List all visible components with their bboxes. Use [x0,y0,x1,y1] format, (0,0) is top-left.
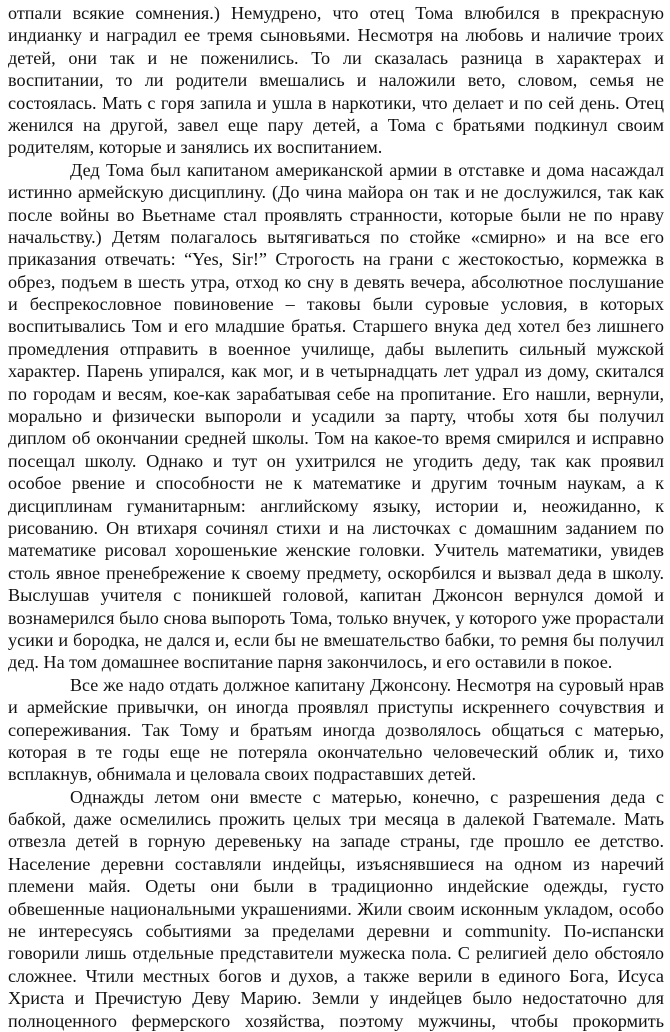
text-line: вознамерился было снова выпороть Тома, только внучек, у которого уже прорастали [8,607,664,628]
text-line: индианку и наградил ее тремя сыновьями. Несмотря на любовь и наличие троих [8,25,664,46]
text-line: особое рвение и способности не к математике и другим точным наукам, а к [8,473,664,494]
text-line: Христа и Пречистую Деву Марию. Земли у индейцев было недостаточно для [8,988,664,1009]
text-line: сопереживания. Так Тому и братьям иногда дозволялось общаться с матерью, [8,719,664,740]
text-line: Однажды летом они вместе с матерью, конечно, с разрешения деда с [70,786,664,807]
text-line: истинно армейскую дисциплину. (До чина майора он так и не дослужился, так как [8,182,664,203]
text-line: промедления отправить в военное училище, дабы вылепить сильный мужской [8,338,664,359]
text-line: которая в те годы еще не потеряла окончательно человеческий облик и, тихо [8,741,664,762]
document-text [8,2,664,1032]
text-line: дед. На том домашнее воспитание парня закончилось, и его оставили в покое. [8,652,613,673]
text-line: Дед Тома был капитаном американской армии в отставке и дома насаждал [70,159,664,180]
text-line: не интересуясь событиями за пределами деревни и community. По-испански [8,921,664,942]
text-line: столь явное пренебрежение к своему предмету, оскорбился и вызвал деда в школу. [8,562,664,583]
text-line: морально и физически выпороли и усадили за парту, чтобы хотя бы получил [8,406,664,427]
paragraph [8,2,664,159]
text-line: говорили лишь отдельные представители мужеска пола. С религией дело обстояло [8,943,664,964]
text-line: всплакнув, обнимала и целовала своих подраставших детей. [8,764,477,785]
text-line: математике рисовал хорошенькие женские головки. Учитель математики, увидев [8,540,664,561]
text-line: полноценного фермерского хозяйства, поэтому мужчины, чтобы прокормить [8,1010,664,1031]
text-line: отвезла детей в горную деревеньку на западе страны, где прошло ее детство. [8,831,664,852]
text-line: посещал школу. Однако и тут он ухитрился не угодить деду, так как проявил [8,450,664,471]
paragraph [8,786,664,1032]
text-line: женился на другой, завел еще пару детей, а Тома с братьями подкинул своим [8,114,664,135]
paragraph [8,674,664,786]
text-line: диплом об окончании средней школы. Том на какое-то время смирился и исправно [8,428,664,449]
text-line: состоялась. Мать с горя запила и ушла в наркотики, что делает и по сей день. Отец [8,92,664,113]
text-line: воспитывались Том и его младшие братья. Старшего внука дед хотел без лишнего [8,316,664,337]
text-line: усики и бородка, не дался и, если бы не вмешательство бабки, то ремня бы получил [8,629,664,650]
text-line: Население деревни составляли индейцы, изъяснявшиеся на одном из наречий [8,853,664,874]
text-line: детей, они так и не поженились. То ли сказалась разница в характерах и [8,47,664,68]
text-line: дисциплинам гуманитарным: английскому языку, истории и, неожиданно, к [8,495,664,516]
text-line: и беспрекословное повиновение – таковы были суровые условия, в которых [8,294,664,315]
text-line: обрез, подъем в шесть утра, отход ко сну в девять вечера, абсолютное послушание [8,271,664,292]
text-line: по городам и весям, кое-как зарабатывая себе на пропитание. Его нашли, вернули, [8,383,664,404]
text-line: и армейские привычки, он иногда проявлял приступы искреннего сочувствия и [8,697,664,718]
text-line: рисованию. Он втихаря сочинял стихи и на листочках с домашним заданием по [8,517,664,538]
text-line: после войны во Вьетнаме стал проявлять странности, которые были не по нраву [8,204,664,225]
text-line: характер. Парень упирался, как мог, и в четырнадцать лет удрал из дому, скитался [8,361,664,382]
text-line: сложнее. Чтили местных богов и духов, а также верили в единого Бога, Исуса [8,965,664,986]
text-line: племени майя. Одеты они были в традиционно индейские одежды, густо [8,876,664,897]
text-line: воспитании, то ли родители вмешались и наложили вето, словом, семья не [8,70,664,91]
text-line: начальству.) Детям полагалось вытягиваться по стойке «смирно» и на все его [8,226,664,247]
text-line: бабкой, даже осмелились прожить целых три месяца в далекой Гватемале. Мать [8,809,664,830]
text-line: родителям, которые и занялись их воспитанием. [8,137,383,158]
text-line: обвешенные национальными украшениями. Жили своим исконным укладом, особо [8,898,664,919]
text-line: отпали всякие сомнения.) Немудрено, что отец Тома влюбился в прекрасную [8,3,664,23]
text-line: Все же надо отдать должное капитану Джонсону. Несмотря на суровый нрав [70,674,664,695]
text-line: Выслушав учителя с поникшей головой, капитан Джонсон вернулся домой и [8,585,664,606]
paragraph [8,159,664,674]
text-line: приказания отвечать: “Yes, Sir!” Строгость на грани с жестокостью, кормежка в [8,249,664,270]
